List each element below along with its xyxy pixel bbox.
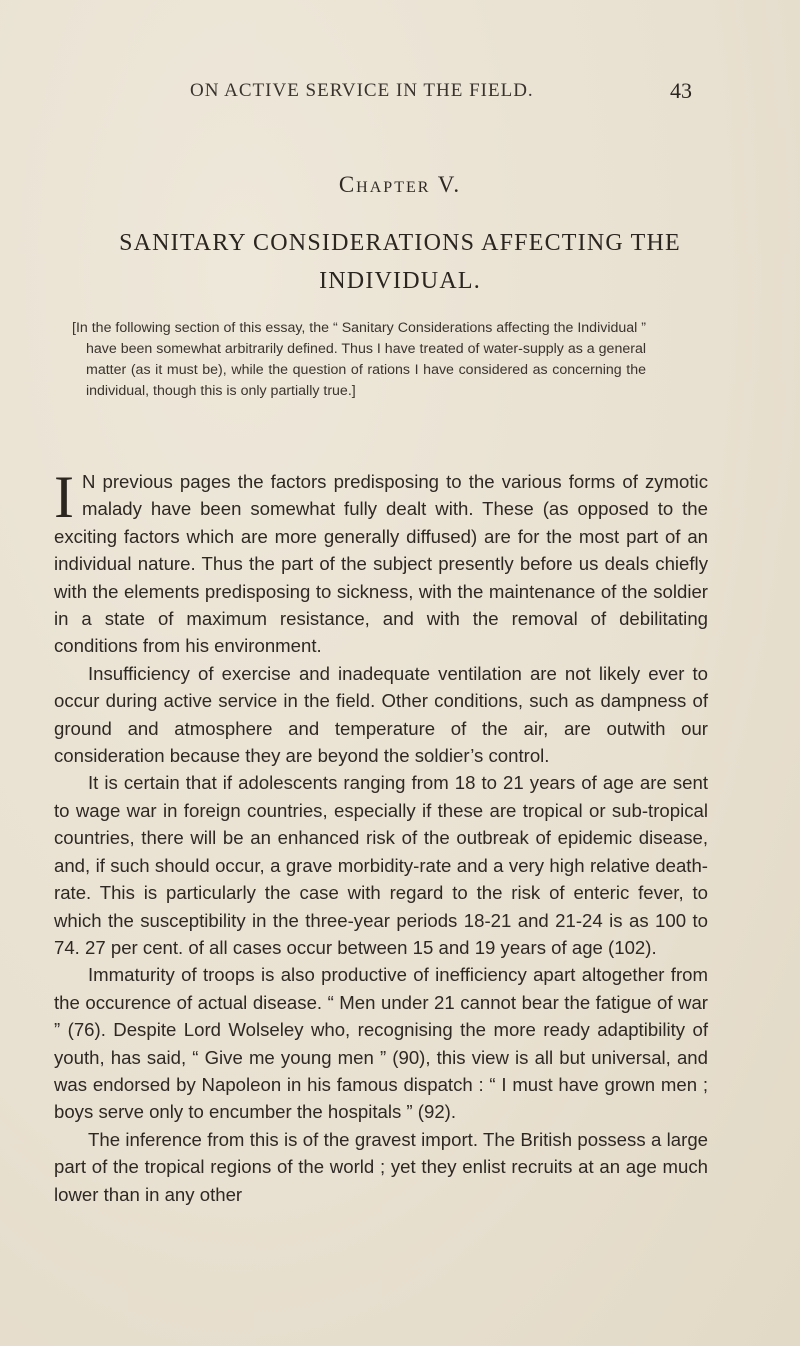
body-text [54,464,708,1208]
paragraph-5: The inference from this is of the gravest import. The British possess a large part of the tropical regions of the world ; yet they enlist recruits at an age much lower than in any other [54,1128,708,1205]
running-head: ON ACTIVE SERVICE IN THE FIELD. [190,80,534,101]
page-number: 43 [670,78,692,103]
paragraph-2: Insufficiency of exercise and inadequate ventilation are not likely ever to occur during active service in the field. Other conditions, such as dampness of ground and atmosphere and temperature of the air, are outwith our consideration because they are beyond the soldier’s control. [54,662,708,767]
paragraph-4: Immaturity of troops is also productive of inefficiency apart altogether from the occurence of actual disease. “ Men under 21 cannot bear the fatigue of war ” (76). Despite Lord Wolseley who, recognising the more ready adaptibility of youth, has said, “ Give me young men ” (90), this view is all but universal, and was endorsed by Napoleon in his famous dispatch : “ I must have grown men ; boys serve only to encumber the hospitals ” (92). [54,964,708,1123]
editorial-note: [In the following section of this essay, the “ Sanitary Considerations affecting the Individual ” have been somewhat arbitrarily defined. Thus I have treated of water-supply as a general matter (as it must be), while the question of rations I have considered as concerning the individual, though this is only partially true.] [72,320,646,399]
section-title: SANITARY CONSIDERATIONS AFFECTING THE INDIVIDUAL. [119,230,681,294]
paragraph-3: It is certain that if adolescents ranging from 18 to 21 years of age are sent to wage war in foreign countries, especially if these are tropical or sub-tropical countries, there will be an enhanced risk of the outbreak of epidemic disease, and, if such should occur, a grave morbidity-rate and a very high relative death-rate. This is particularly the case with regard to the risk of enteric fever, to which the susceptibility in the three-year periods 18-21 and 21-24 is as 100 to 74. 27 per cent. of all cases occur between 15 and 19 years of age (102). [54,772,708,958]
drop-cap: I [54,464,74,530]
paragraph-text: N previous pages the factors predisposing to the various forms of zymotic malady have been somewhat fully dealt with. These (as opposed to the exciting factors which are more generally diffused) are for the most part of an individual nature. Thus the part of the subject presently before us deals chiefly with the elements predisposing to sickness, with the maintenance of the soldier in a state of maximum resistance, and with the removal of debilitating conditions from his environment. [54,471,708,657]
chapter-heading: Chapter V. [338,172,462,197]
paragraph-1 [54,464,708,660]
